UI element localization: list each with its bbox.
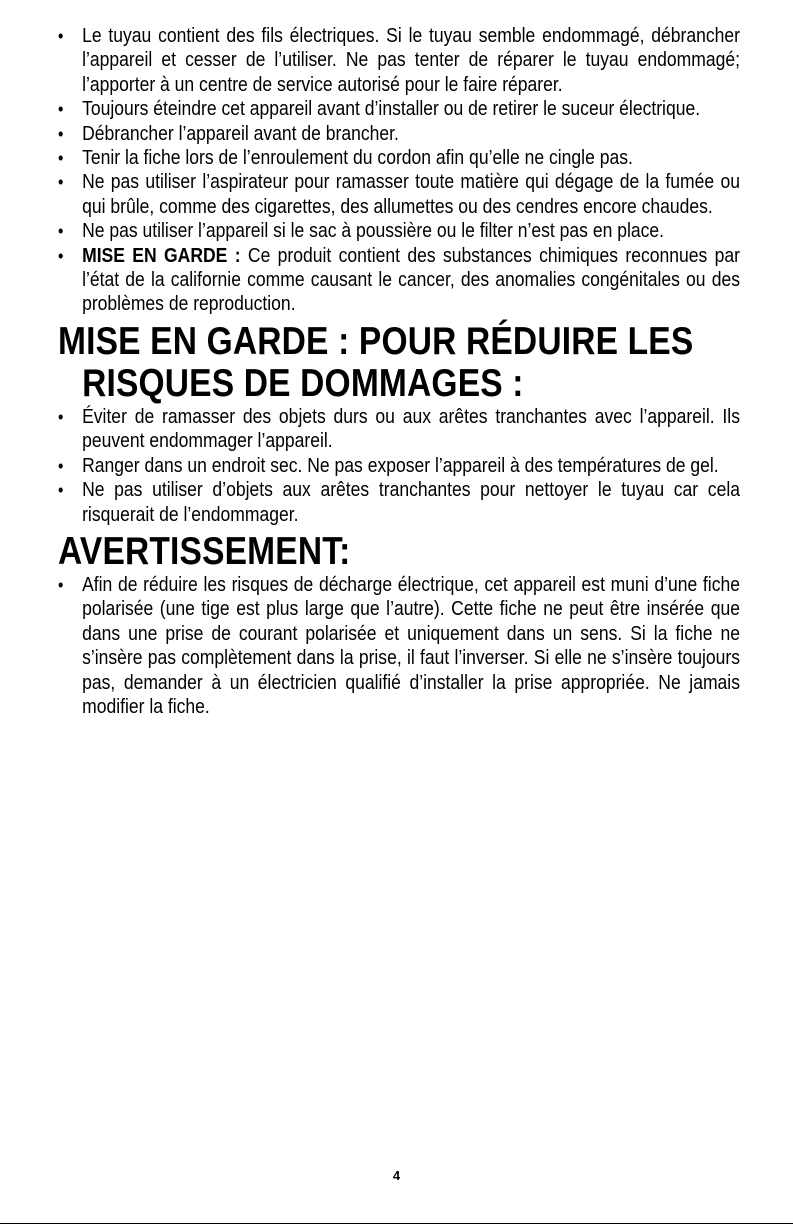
bullet-icon: •: [58, 26, 64, 46]
list-item-text: Tenir la fiche lors de l’enroulement du cordon afin qu’elle ne cingle pas.: [82, 147, 633, 170]
list-item-text: Ne pas utiliser d’objets aux arêtes tranchantes pour nettoyer le tuyau car cela risquerait de l’endommager.: [82, 479, 740, 526]
list-item: [58, 478, 740, 527]
list-item: [58, 97, 740, 121]
bullet-icon: •: [58, 148, 64, 169]
section-heading-avertissement: [58, 531, 740, 573]
list-item: [58, 454, 740, 478]
list-item-text: Ranger dans un endroit sec. Ne pas exposer l’appareil à des températures de gel.: [82, 454, 719, 477]
intro-bullet-list: [58, 24, 740, 317]
bullet-icon: •: [58, 455, 64, 476]
list-item: [58, 170, 740, 219]
bullet-icon: •: [58, 574, 64, 595]
list-item-text: Le tuyau contient des fils électriques. Si le tuyau semble endommagé, débrancher l’appareil et cesser de l’utiliser. Ne pas tenter de réparer le tuyau endommagé; l’apporter à un centre de service autorisé pour le faire réparer.: [82, 25, 740, 96]
section-heading-dommages: [58, 321, 740, 405]
list-item: [58, 573, 740, 719]
dommages-bullet-list: [58, 405, 740, 527]
bullet-icon: •: [58, 221, 64, 242]
list-item-text: Ne pas utiliser l’aspirateur pour ramasser toute matière qui dégage de la fumée ou qui brûle, comme des cigarettes, des allumettes ou des cendres encore chaudes.: [82, 171, 740, 218]
content-column: [58, 24, 740, 719]
mise-en-garde-text: Ce produit contient des substances chimiques reconnues par l’état de la californie comme causant le cancer, des anomalies congénitales ou des problèmes de reproduction.: [82, 244, 740, 316]
bullet-icon: •: [58, 406, 64, 427]
bullet-icon: •: [58, 172, 64, 193]
list-item: [58, 122, 740, 146]
section-heading-line2: RISQUES DE DOMMAGES :: [82, 361, 524, 405]
bullet-icon: •: [58, 245, 64, 266]
section-heading-line1: MISE EN GARDE : POUR RÉDUIRE LES: [58, 319, 694, 363]
mise-en-garde-label: MISE EN GARDE :: [82, 244, 241, 267]
section-heading-title: AVERTISSEMENT:: [58, 529, 351, 573]
mise-en-garde-item: [58, 244, 740, 317]
list-item: [58, 146, 740, 170]
list-item-text: Débrancher l’appareil avant de brancher.: [82, 122, 399, 145]
page-content: [58, 24, 740, 719]
list-item: [58, 219, 740, 243]
list-item-text: Ne pas utiliser l’appareil si le sac à poussière ou le filter n’est pas en place.: [82, 220, 665, 243]
list-item-text: Toujours éteindre cet appareil avant d’installer ou de retirer le suceur électrique.: [82, 98, 701, 121]
list-item: [58, 24, 740, 97]
list-item-text: Afin de réduire les risques de décharge électrique, cet appareil est muni d’une fiche polarisée (une tige est plus large que l’autre). Cette fiche ne peut être insérée que dans une prise de courant polarisée et uniquement dans un sens. Si la fiche ne s’insère pas complètement dans la prise, il faut l’inverser. Si elle ne s’insère toujours pas, demander à un électricien qualifié d’installer la prise appropriée. Ne jamais modifier la fiche.: [82, 573, 740, 718]
avertissement-bullet-list: [58, 573, 740, 719]
bullet-icon: •: [58, 99, 64, 120]
bottom-divider: [0, 1223, 793, 1224]
list-item-text: Éviter de ramasser des objets durs ou aux arêtes tranchantes avec l’appareil. Ils peuvent endommager l’appareil.: [82, 405, 740, 453]
page-number: 4: [392, 1168, 401, 1183]
list-item: [58, 405, 740, 454]
bullet-icon: •: [58, 123, 64, 144]
bullet-icon: •: [58, 480, 64, 501]
